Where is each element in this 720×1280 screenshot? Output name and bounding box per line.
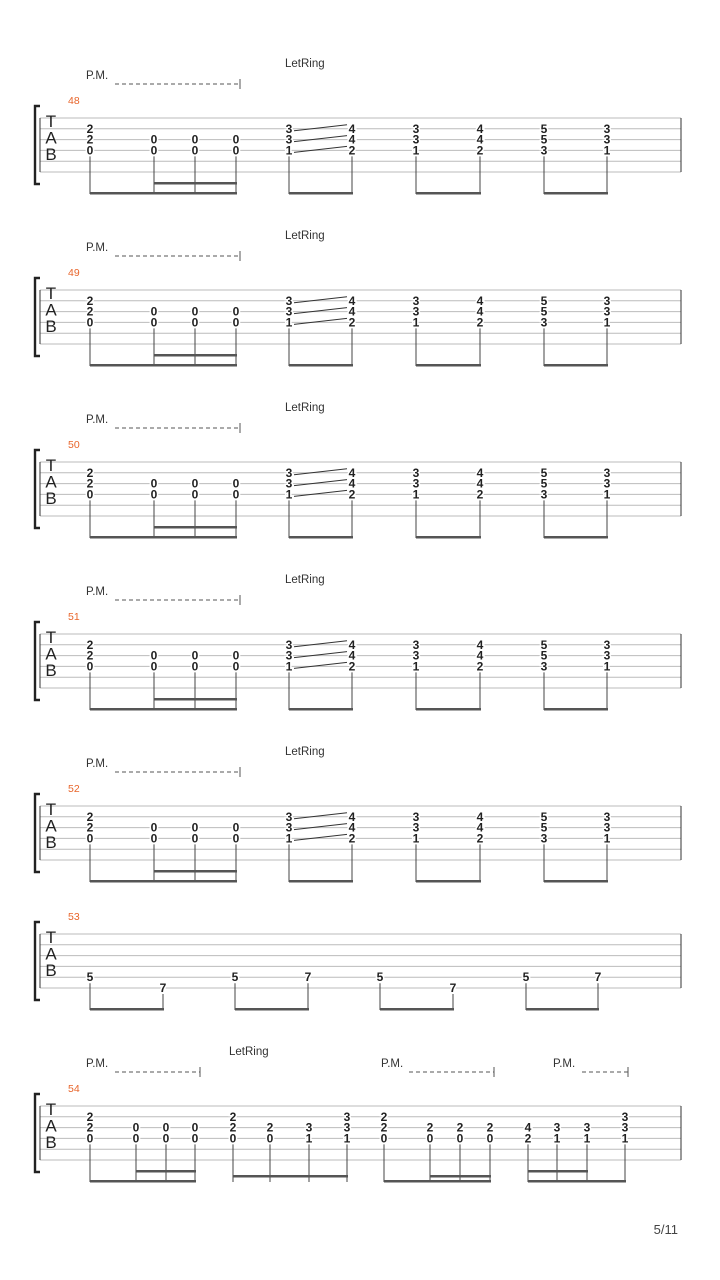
fret-number: 1	[603, 831, 611, 846]
fret-number: 0	[150, 820, 158, 835]
fret-number: 2	[86, 637, 94, 652]
tab-clef-letter: T	[45, 1100, 57, 1119]
slide-line	[294, 318, 347, 324]
beam	[90, 880, 237, 883]
staff-system	[35, 911, 681, 1011]
fret-number: 2	[86, 820, 94, 835]
fret-number: 4	[524, 1120, 532, 1135]
fret-number: 4	[476, 648, 484, 663]
slide-line	[294, 641, 347, 647]
beam	[289, 708, 353, 711]
fret-number: 0	[191, 304, 199, 319]
fret-number: 0	[232, 659, 240, 674]
fret-number: 2	[266, 1120, 274, 1135]
fret-number: 5	[231, 970, 239, 985]
beam	[154, 870, 237, 873]
fret-number: 5	[86, 970, 94, 985]
let-ring-label: LetRing	[285, 574, 325, 586]
fret-number: 1	[603, 659, 611, 674]
fret-number: 2	[86, 293, 94, 308]
fret-number: 3	[412, 304, 420, 319]
fret-number: 0	[150, 132, 158, 147]
fret-number: 4	[476, 465, 484, 480]
fret-number: 4	[476, 476, 484, 491]
fret-number: 3	[540, 831, 548, 846]
fret-number: 3	[412, 809, 420, 824]
beam	[416, 708, 481, 711]
let-ring-label: LetRing	[285, 58, 325, 70]
page-number: 5/11	[653, 1222, 678, 1237]
beam	[416, 364, 481, 367]
fret-number: 3	[603, 809, 611, 824]
fret-number: 3	[603, 648, 611, 663]
beam	[416, 880, 481, 883]
tab-clef-letter: T	[45, 112, 57, 131]
fret-number: 0	[232, 304, 240, 319]
fret-number: 5	[376, 970, 384, 985]
fret-number: 5	[522, 970, 530, 985]
fret-number: 2	[229, 1109, 237, 1124]
fret-number: 0	[232, 831, 240, 846]
tab-clef-letter: B	[45, 489, 57, 508]
fret-number: 3	[285, 293, 293, 308]
fret-number: 1	[412, 143, 420, 158]
fret-number: 2	[456, 1120, 464, 1135]
fret-number: 0	[150, 487, 158, 502]
fret-number: 0	[150, 304, 158, 319]
fret-number: 0	[86, 315, 94, 330]
fret-number: 3	[343, 1109, 351, 1124]
fret-number: 4	[476, 121, 484, 136]
fret-number: 4	[476, 820, 484, 835]
fret-number: 0	[191, 1120, 199, 1135]
measure-number: 52	[68, 783, 80, 795]
fret-number: 5	[540, 648, 548, 663]
beam	[544, 880, 608, 883]
fret-number: 1	[412, 487, 420, 502]
beam	[154, 354, 237, 357]
tab-clef-letter: A	[45, 644, 57, 664]
fret-number: 3	[412, 293, 420, 308]
fret-number: 0	[191, 315, 199, 330]
fret-number: 3	[285, 476, 293, 491]
tab-clef-letter: T	[45, 628, 57, 647]
beam	[528, 1170, 588, 1173]
fret-number: 0	[229, 1131, 237, 1146]
fret-number: 5	[540, 476, 548, 491]
fret-number: 0	[380, 1131, 388, 1146]
tab-clef-letter: B	[45, 317, 57, 336]
beam	[544, 192, 608, 195]
tab-clef-letter: A	[45, 300, 57, 320]
fret-number: 3	[603, 476, 611, 491]
beam	[154, 698, 237, 701]
beam	[544, 364, 608, 367]
tab-clef-letter: B	[45, 961, 57, 980]
beam	[90, 1180, 196, 1183]
beam	[544, 708, 608, 711]
fret-number: 0	[150, 315, 158, 330]
slide-line	[294, 490, 347, 496]
fret-number: 2	[476, 487, 484, 502]
fret-number: 3	[540, 315, 548, 330]
fret-number: 3	[603, 293, 611, 308]
fret-number: 0	[191, 648, 199, 663]
fret-number: 4	[348, 121, 356, 136]
fret-number: 0	[191, 487, 199, 502]
tab-clef-letter: A	[45, 1116, 57, 1136]
beam	[289, 364, 353, 367]
fret-number: 4	[476, 132, 484, 147]
fret-number: 2	[348, 659, 356, 674]
fret-number: 0	[150, 648, 158, 663]
fret-number: 0	[232, 132, 240, 147]
fret-number: 1	[621, 1131, 629, 1146]
fret-number: 3	[583, 1120, 591, 1135]
staff-system	[35, 402, 681, 539]
beam	[90, 536, 237, 539]
fret-number: 0	[86, 831, 94, 846]
fret-number: 0	[232, 476, 240, 491]
fret-number: 2	[86, 304, 94, 319]
fret-number: 0	[232, 820, 240, 835]
slide-line	[294, 136, 347, 142]
fret-number: 0	[232, 648, 240, 663]
slide-line	[294, 662, 347, 668]
fret-number: 0	[232, 487, 240, 502]
slide-line	[294, 125, 347, 131]
beam	[526, 1008, 599, 1011]
fret-number: 5	[540, 820, 548, 835]
fret-number: 1	[285, 143, 293, 158]
slide-line	[294, 469, 347, 475]
beam	[544, 536, 608, 539]
fret-number: 1	[285, 831, 293, 846]
fret-number: 3	[285, 132, 293, 147]
let-ring-label: LetRing	[285, 402, 325, 414]
fret-number: 5	[540, 465, 548, 480]
fret-number: 5	[540, 637, 548, 652]
system-bracket	[35, 922, 40, 1000]
system-bracket	[35, 278, 40, 356]
fret-number: 1	[285, 315, 293, 330]
fret-number: 0	[191, 831, 199, 846]
fret-number: 0	[150, 476, 158, 491]
beam	[90, 1008, 164, 1011]
fret-number: 1	[412, 315, 420, 330]
fret-number: 0	[266, 1131, 274, 1146]
fret-number: 1	[412, 831, 420, 846]
let-ring-label: LetRing	[285, 230, 325, 242]
fret-number: 3	[540, 487, 548, 502]
fret-number: 0	[150, 143, 158, 158]
slide-line	[294, 652, 347, 658]
fret-number: 1	[553, 1131, 561, 1146]
fret-number: 2	[348, 487, 356, 502]
tab-clef-letter: B	[45, 145, 57, 164]
beam	[289, 536, 353, 539]
fret-number: 0	[191, 820, 199, 835]
fret-number: 3	[412, 132, 420, 147]
fret-number: 0	[191, 476, 199, 491]
let-ring-label: LetRing	[229, 1046, 269, 1058]
beam	[136, 1170, 196, 1173]
fret-number: 0	[426, 1131, 434, 1146]
beam	[235, 1008, 309, 1011]
beam	[90, 708, 237, 711]
fret-number: 4	[348, 304, 356, 319]
fret-number: 0	[232, 143, 240, 158]
fret-number: 4	[348, 648, 356, 663]
beam	[154, 526, 237, 529]
slide-line	[294, 834, 347, 840]
fret-number: 0	[150, 659, 158, 674]
fret-number: 1	[285, 659, 293, 674]
fret-number: 1	[305, 1131, 313, 1146]
fret-number: 1	[603, 315, 611, 330]
fret-number: 0	[162, 1131, 170, 1146]
fret-number: 0	[86, 143, 94, 158]
fret-number: 5	[540, 293, 548, 308]
beam	[384, 1180, 491, 1183]
slide-line	[294, 813, 347, 819]
fret-number: 4	[348, 476, 356, 491]
fret-number: 0	[486, 1131, 494, 1146]
fret-number: 3	[603, 820, 611, 835]
tab-clef-letter: B	[45, 661, 57, 680]
tab-clef-letter: A	[45, 816, 57, 836]
fret-number: 2	[86, 648, 94, 663]
fret-number: 3	[553, 1120, 561, 1135]
fret-number: 2	[476, 831, 484, 846]
fret-number: 4	[348, 809, 356, 824]
tab-clef-letter: B	[45, 1133, 57, 1152]
fret-number: 4	[348, 637, 356, 652]
fret-number: 2	[426, 1120, 434, 1135]
fret-number: 5	[540, 304, 548, 319]
fret-number: 4	[476, 293, 484, 308]
fret-number: 4	[348, 293, 356, 308]
fret-number: 2	[86, 1120, 94, 1135]
palm-mute-label: P.M.	[86, 414, 109, 426]
fret-number: 0	[86, 659, 94, 674]
fret-number: 0	[191, 659, 199, 674]
fret-number: 2	[86, 132, 94, 147]
staff-system	[35, 1046, 681, 1183]
beam	[90, 364, 237, 367]
fret-number: 3	[343, 1120, 351, 1135]
fret-number: 1	[583, 1131, 591, 1146]
fret-number: 3	[285, 809, 293, 824]
fret-number: 3	[621, 1109, 629, 1124]
measure-number: 53	[68, 911, 80, 923]
fret-number: 2	[524, 1131, 532, 1146]
fret-number: 3	[412, 121, 420, 136]
fret-number: 2	[86, 809, 94, 824]
fret-number: 5	[540, 132, 548, 147]
fret-number: 0	[150, 831, 158, 846]
fret-number: 3	[540, 659, 548, 674]
palm-mute-label: P.M.	[553, 1058, 576, 1070]
fret-number: 2	[476, 315, 484, 330]
slide-line	[294, 824, 347, 830]
fret-number: 0	[132, 1120, 140, 1135]
fret-number: 2	[86, 465, 94, 480]
fret-number: 1	[343, 1131, 351, 1146]
fret-number: 4	[476, 637, 484, 652]
fret-number: 0	[86, 1131, 94, 1146]
fret-number: 4	[348, 132, 356, 147]
palm-mute-label: P.M.	[86, 70, 109, 82]
beam	[416, 192, 481, 195]
system-bracket	[35, 450, 40, 528]
system-bracket	[35, 622, 40, 700]
tab-clef-letter: A	[45, 472, 57, 492]
fret-number: 3	[305, 1120, 313, 1135]
fret-number: 7	[304, 970, 312, 985]
fret-number: 2	[348, 143, 356, 158]
tab-clef-letter: A	[45, 944, 57, 964]
fret-number: 0	[191, 132, 199, 147]
fret-number: 4	[348, 465, 356, 480]
fret-number: 2	[229, 1120, 237, 1135]
fret-number: 2	[348, 831, 356, 846]
measure-number: 48	[68, 95, 80, 107]
fret-number: 3	[603, 465, 611, 480]
tab-clef-letter: T	[45, 284, 57, 303]
measure-number: 49	[68, 267, 80, 279]
beam	[289, 880, 353, 883]
fret-number: 2	[348, 315, 356, 330]
fret-number: 3	[603, 304, 611, 319]
fret-number: 3	[285, 637, 293, 652]
fret-number: 3	[285, 820, 293, 835]
fret-number: 3	[412, 648, 420, 663]
measure-number: 50	[68, 439, 80, 451]
staff-system	[35, 574, 681, 711]
slide-line	[294, 480, 347, 486]
fret-number: 2	[86, 476, 94, 491]
fret-number: 7	[449, 981, 457, 995]
fret-number: 3	[412, 465, 420, 480]
palm-mute-label: P.M.	[381, 1058, 404, 1070]
slide-line	[294, 146, 347, 152]
fret-number: 5	[540, 809, 548, 824]
fret-number: 1	[412, 659, 420, 674]
slide-line	[294, 308, 347, 314]
beam	[233, 1175, 348, 1178]
fret-number: 3	[412, 637, 420, 652]
fret-number: 0	[132, 1131, 140, 1146]
tab-clef-letter: T	[45, 928, 57, 947]
fret-number: 0	[191, 143, 199, 158]
beam	[380, 1008, 454, 1011]
beam	[154, 182, 237, 185]
fret-number: 0	[162, 1120, 170, 1135]
measure-number: 51	[68, 611, 80, 623]
fret-number: 4	[348, 820, 356, 835]
beam	[416, 536, 481, 539]
fret-number: 3	[540, 143, 548, 158]
fret-number: 0	[191, 1131, 199, 1146]
slide-line	[294, 297, 347, 303]
fret-number: 0	[232, 315, 240, 330]
fret-number: 1	[603, 143, 611, 158]
beam	[90, 192, 237, 195]
fret-number: 3	[603, 121, 611, 136]
beam	[289, 192, 353, 195]
fret-number: 0	[86, 487, 94, 502]
fret-number: 3	[621, 1120, 629, 1135]
fret-number: 2	[380, 1120, 388, 1135]
fret-number: 7	[594, 970, 602, 985]
tab-clef-letter: T	[45, 456, 57, 475]
fret-number: 2	[476, 659, 484, 674]
system-bracket	[35, 1094, 40, 1172]
fret-number: 3	[285, 465, 293, 480]
fret-number: 2	[486, 1120, 494, 1135]
fret-number: 3	[603, 132, 611, 147]
fret-number: 7	[159, 981, 167, 995]
beam	[430, 1175, 491, 1178]
palm-mute-label: P.M.	[86, 1058, 109, 1070]
fret-number: 2	[380, 1109, 388, 1124]
tab-clef-letter: A	[45, 128, 57, 148]
staff-system	[35, 746, 681, 883]
tab-clef-letter: B	[45, 833, 57, 852]
fret-number: 3	[603, 637, 611, 652]
fret-number: 3	[285, 304, 293, 319]
beam	[528, 1180, 626, 1183]
system-bracket	[35, 106, 40, 184]
palm-mute-label: P.M.	[86, 758, 109, 770]
system-bracket	[35, 794, 40, 872]
staff-system	[35, 58, 681, 195]
fret-number: 4	[476, 809, 484, 824]
fret-number: 3	[412, 476, 420, 491]
fret-number: 2	[86, 1109, 94, 1124]
fret-number: 3	[412, 820, 420, 835]
fret-number: 4	[476, 304, 484, 319]
palm-mute-label: P.M.	[86, 242, 109, 254]
tab-clef-letter: T	[45, 800, 57, 819]
palm-mute-label: P.M.	[86, 586, 109, 598]
fret-number: 1	[603, 487, 611, 502]
let-ring-label: LetRing	[285, 746, 325, 758]
fret-number: 3	[285, 121, 293, 136]
measure-number: 54	[68, 1083, 80, 1095]
fret-number: 5	[540, 121, 548, 136]
fret-number: 1	[285, 487, 293, 502]
fret-number: 0	[456, 1131, 464, 1146]
fret-number: 2	[86, 121, 94, 136]
staff-system	[35, 230, 681, 367]
fret-number: 2	[476, 143, 484, 158]
fret-number: 3	[285, 648, 293, 663]
